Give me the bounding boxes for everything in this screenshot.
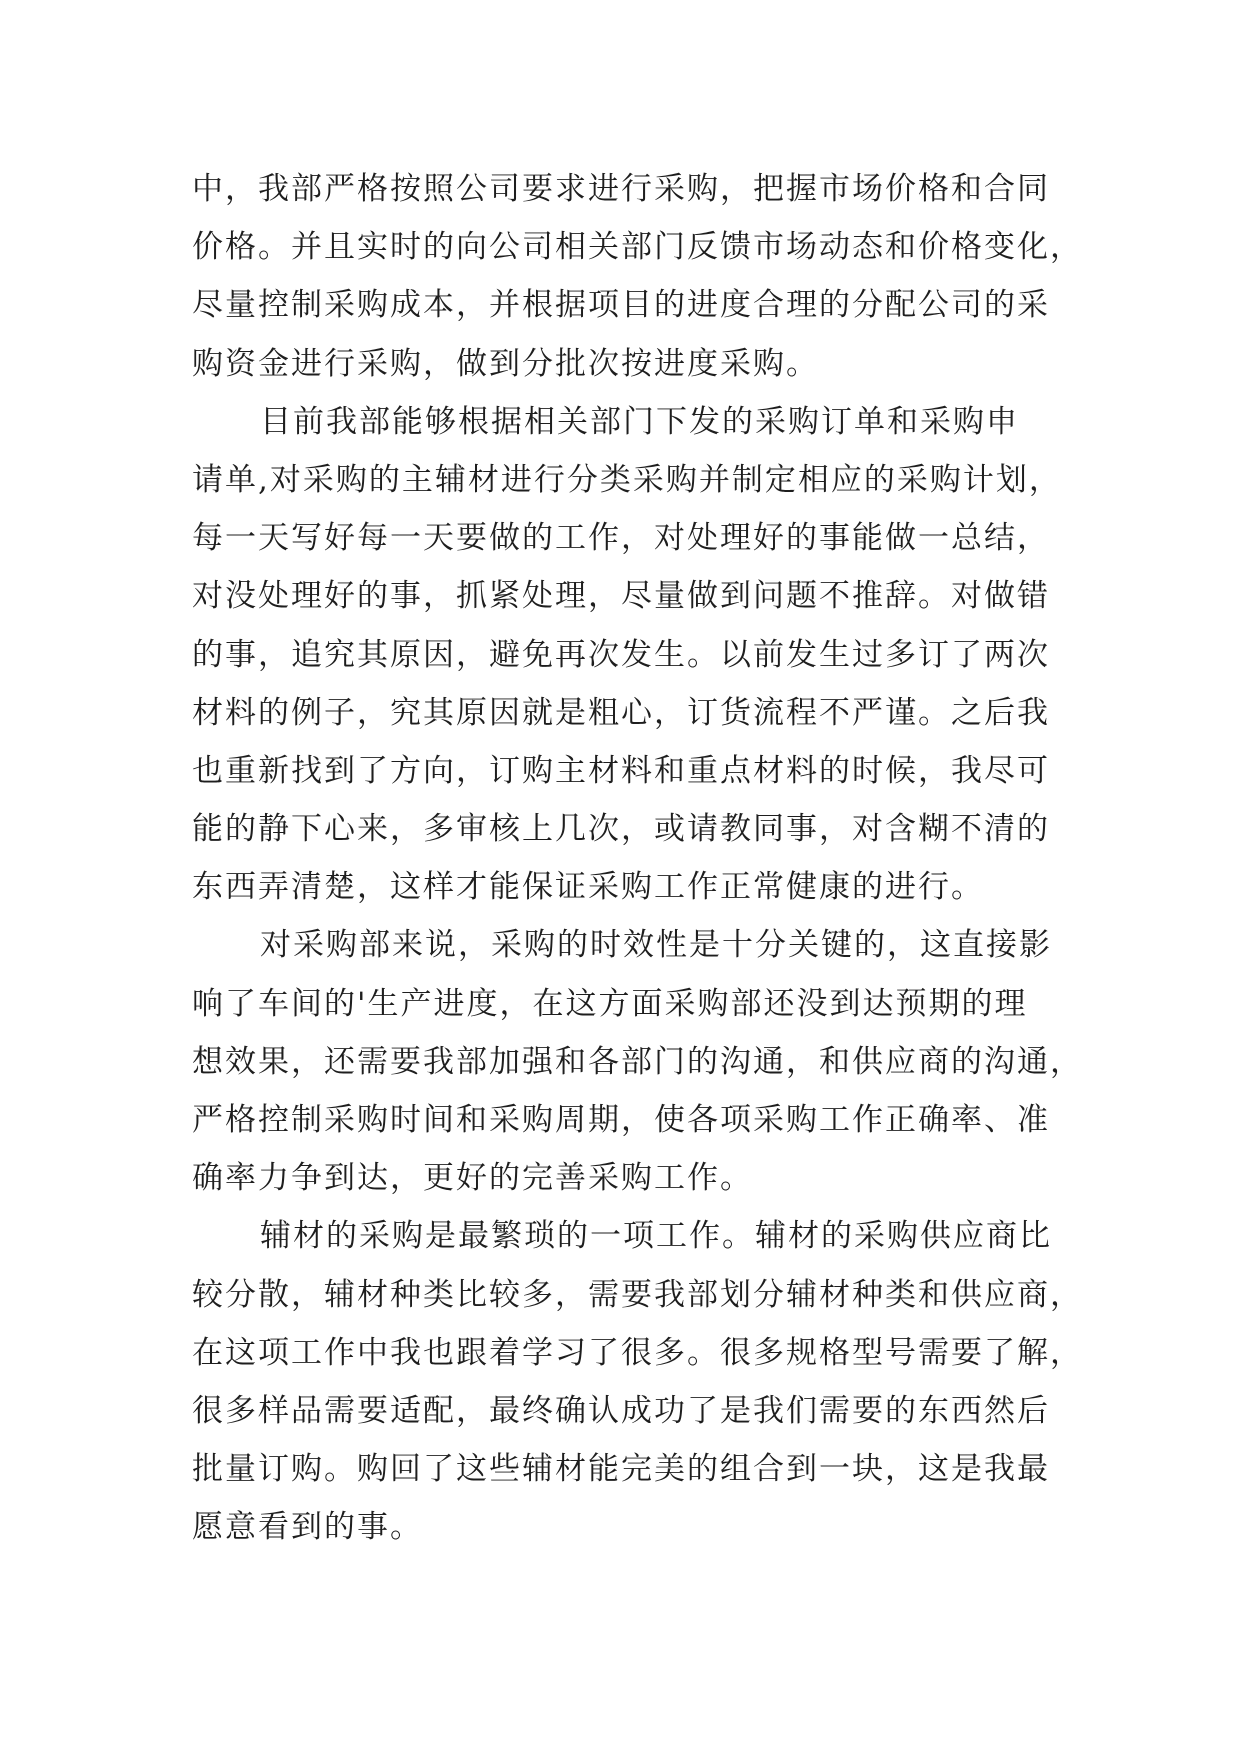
text-line: 购资金进行采购，做到分批次按进度采购。	[192, 345, 819, 382]
text-line: 也重新找到了方向，订购主材料和重点材料的时候，我尽可	[192, 752, 1050, 789]
text-line: 在这项工作中我也跟着学习了很多。很多规格型号需要了解，	[192, 1334, 1083, 1371]
text-line: 较分散，辅材种类比较多，需要我部划分辅材种类和供应商，	[192, 1276, 1083, 1313]
paragraph-first-line: 对采购部来说，采购的时效性是十分关键的，这直接影	[260, 927, 1052, 964]
document-body	[192, 160, 1083, 1557]
text-line: 请单,对采购的主辅材进行分类采购并制定相应的采购计划，	[192, 461, 1062, 498]
paragraph-first-line: 辅材的采购是最繁琐的一项工作。辅材的采购供应商比	[260, 1218, 1052, 1255]
text-line: 价格。并且实时的向公司相关部门反馈市场动态和价格变化，	[192, 229, 1083, 266]
text-line: 很多样品需要适配，最终确认成功了是我们需要的东西然后	[192, 1392, 1050, 1429]
text-line: 中，我部严格按照公司要求进行采购，把握市场价格和合同	[192, 171, 1050, 207]
text-line: 能的静下心来，多审核上几次，或请教同事，对含糊不清的	[192, 811, 1050, 848]
text-line: 严格控制采购时间和采购周期，使各项采购工作正确率、准	[192, 1102, 1050, 1138]
text-line: 尽量控制采购成本，并根据项目的进度合理的分配公司的采	[192, 287, 1050, 324]
text-line: 东西弄清楚，这样才能保证采购工作正常健康的进行。	[192, 869, 984, 906]
text-line: 愿意看到的事。	[192, 1509, 423, 1546]
text-line: 的事，追究其原因，避免再次发生。以前发生过多订了两次	[192, 636, 1050, 673]
text-line: 响了车间的'生产进度，在这方面采购部还没到达预期的理	[192, 985, 1028, 1022]
text-line: 每一天写好每一天要做的工作，对处理好的事能做一总结，	[192, 520, 1050, 557]
paragraph-first-line: 目前我部能够根据相关部门下发的采购订单和采购申	[260, 403, 1019, 440]
text-line: 对没处理好的事，抓紧处理，尽量做到问题不推辞。对做错	[192, 578, 1050, 615]
text-line: 想效果，还需要我部加强和各部门的沟通，和供应商的沟通，	[192, 1043, 1083, 1080]
text-line: 材料的例子，究其原因就是粗心，订货流程不严谨。之后我	[192, 694, 1050, 731]
text-line: 确率力争到达，更好的完善采购工作。	[192, 1160, 753, 1197]
text-line: 批量订购。购回了这些辅材能完美的组合到一块，这是我最	[192, 1451, 1050, 1488]
